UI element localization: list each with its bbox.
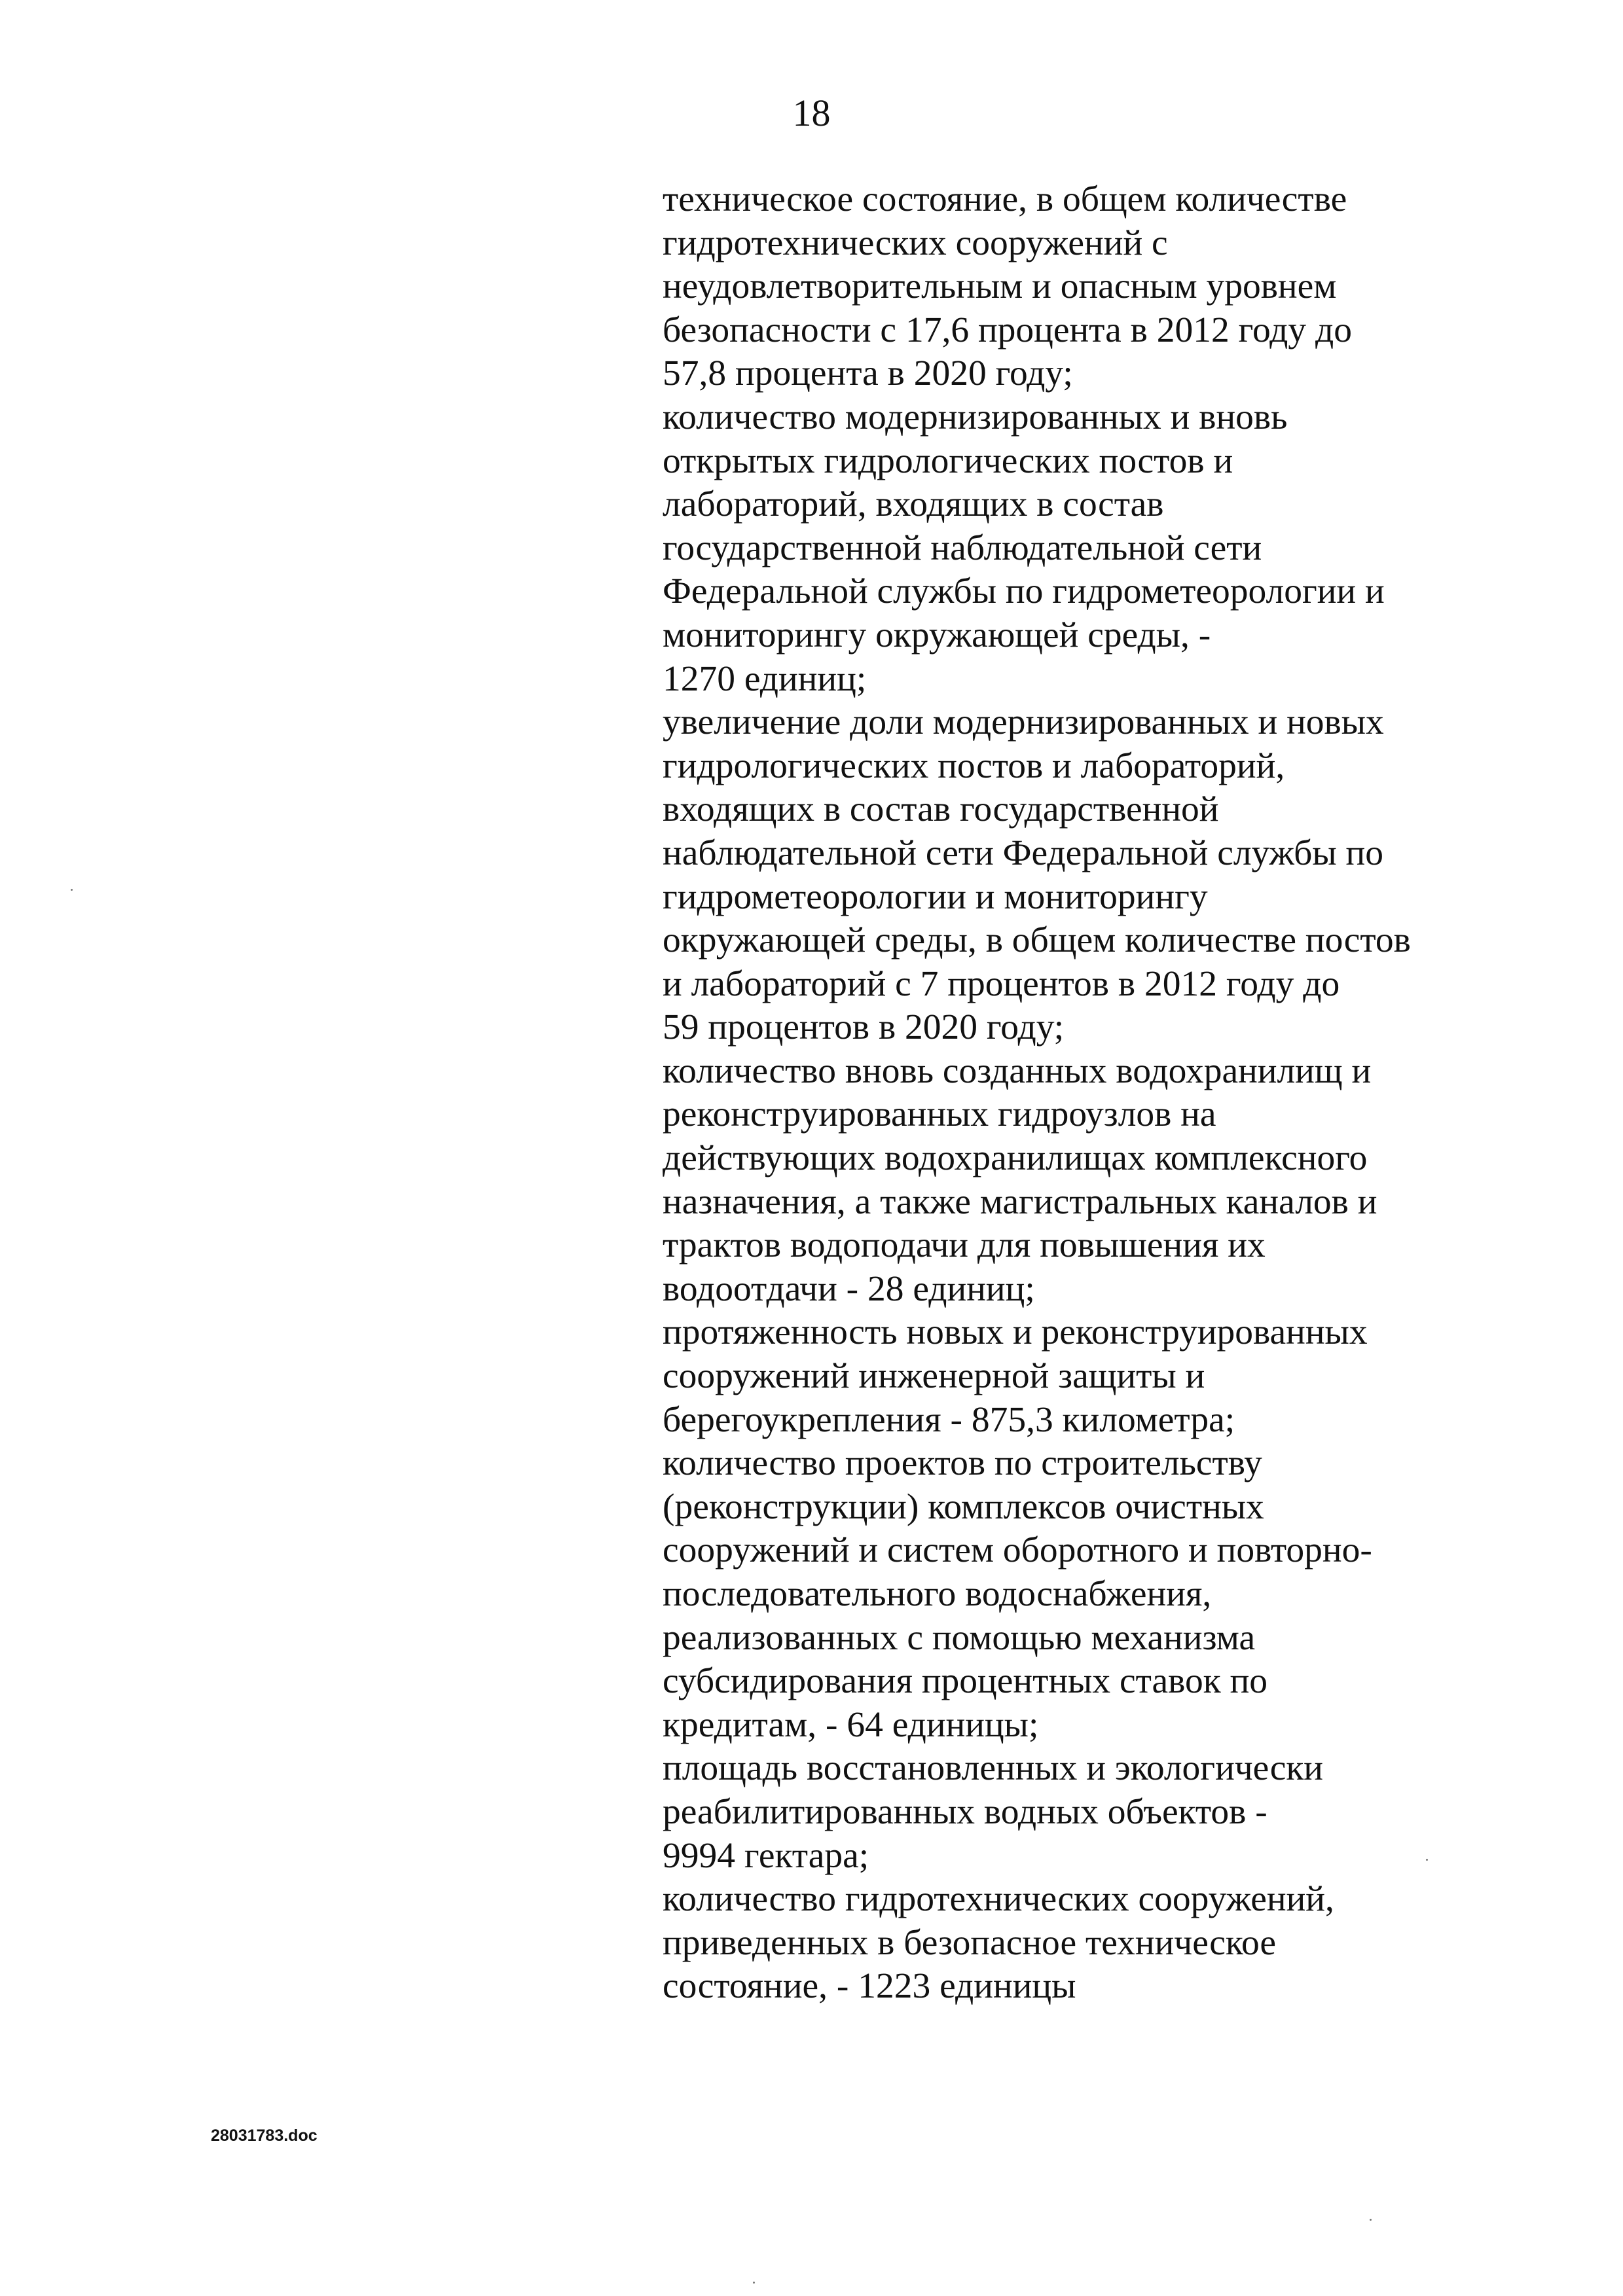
- text-line: 57,8 процента в 2020 году;: [663, 353, 1073, 394]
- text-line: количество гидротехнических сооружений,: [663, 1879, 1334, 1920]
- text-line: увеличение доли модернизированных и новых: [663, 702, 1384, 743]
- text-line: реконструированных гидроузлов на: [663, 1094, 1216, 1135]
- text-line: безопасности с 17,6 процента в 2012 году до: [663, 310, 1352, 350]
- page-number: 18: [792, 92, 831, 134]
- text-line: и лабораторий с 7 процентов в 2012 году до: [663, 963, 1340, 1004]
- text-line: окружающей среды, в общем количестве постов: [663, 920, 1411, 961]
- text-line: техническое состояние, в общем количестве: [663, 179, 1347, 219]
- text-line: 1270 единиц;: [663, 658, 867, 699]
- text-line: количество проектов по строительству: [663, 1443, 1262, 1484]
- text-line: назначения, а также магистральных каналов и: [663, 1181, 1377, 1222]
- text-line: Федеральной службы по гидрометеорологии и: [663, 571, 1385, 612]
- text-line: протяженность новых и реконструированных: [663, 1312, 1368, 1353]
- text-line: (реконструкции) комплексов очистных: [663, 1486, 1264, 1527]
- text-line: субсидирования процентных ставок по: [663, 1661, 1268, 1702]
- text-line: наблюдательной сети Федеральной службы по: [663, 833, 1384, 873]
- text-line: реализованных с помощью механизма: [663, 1617, 1256, 1658]
- text-line: сооружений инженерной защиты и: [663, 1356, 1205, 1397]
- text-line: входящих в состав государственной: [663, 789, 1219, 830]
- text-line: гидрометеорологии и мониторингу: [663, 876, 1208, 917]
- text-line: состояние, - 1223 единицы: [663, 1966, 1076, 2007]
- text-line: берегоукрепления - 875,3 километра;: [663, 1399, 1235, 1440]
- text-line: мониторингу окружающей среды, -: [663, 615, 1211, 655]
- text-line: гидротехнических сооружений с: [663, 223, 1168, 263]
- text-line: количество модернизированных и вновь: [663, 397, 1288, 437]
- text-line: водоотдачи - 28 единиц;: [663, 1268, 1035, 1309]
- text-line: открытых гидрологических постов и: [663, 440, 1233, 481]
- scan-speck: [753, 2282, 755, 2284]
- text-line: государственной наблюдательной сети: [663, 528, 1262, 568]
- text-line: неудовлетворительным и опасным уровнем: [663, 266, 1337, 307]
- text-line: площадь восстановленных и экологически: [663, 1748, 1323, 1789]
- text-line: 9994 гектара;: [663, 1835, 869, 1876]
- scan-speck: [1426, 1859, 1428, 1861]
- text-line: приведенных в безопасное техническое: [663, 1922, 1277, 1963]
- text-line: реабилитированных водных объектов -: [663, 1791, 1267, 1832]
- footer-filename: 28031783.doc: [211, 2126, 318, 2145]
- body-text: [663, 178, 1514, 2009]
- text-line: 59 процентов в 2020 году;: [663, 1007, 1065, 1048]
- text-line: последовательного водоснабжения,: [663, 1574, 1212, 1614]
- text-line: кредитам, - 64 единицы;: [663, 1704, 1039, 1745]
- text-line: количество вновь созданных водохранилищ и: [663, 1050, 1372, 1091]
- text-line: действующих водохранилищах комплексного: [663, 1138, 1368, 1179]
- text-line: трактов водоподачи для повышения их: [663, 1225, 1266, 1266]
- text-line: гидрологических постов и лабораторий,: [663, 745, 1285, 786]
- scan-speck: [1370, 2219, 1372, 2221]
- text-line: сооружений и систем оборотного и повторно-: [663, 1530, 1372, 1571]
- scan-speck: [71, 889, 73, 891]
- text-line: лабораторий, входящих в состав: [663, 484, 1164, 525]
